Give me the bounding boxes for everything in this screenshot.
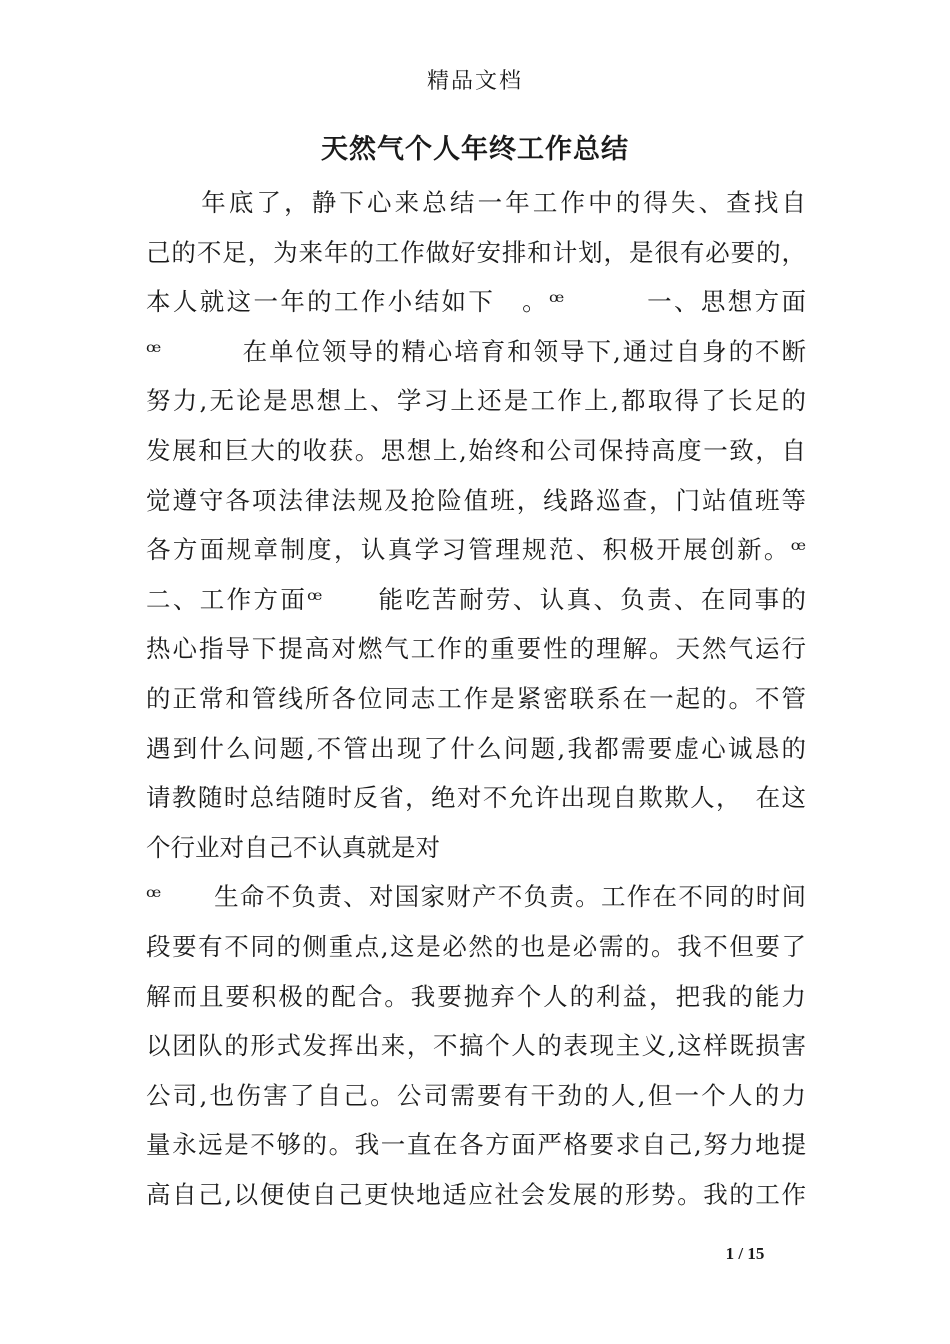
body-line: 本人就这一年的工作小结如下 。ꟹ 一、思想方面: [146, 287, 806, 317]
body-line: 高自己,以便使自己更快地适应社会发展的形势。我的工作: [146, 1179, 806, 1209]
body-line: 二、工作方面ꟹ 能吃苦耐劳、认真、负责、在同事的: [146, 584, 806, 614]
page-header: 精品文档: [426, 69, 523, 94]
body-line: 发展和巨大的收获。思想上,始终和公司保持高度一致，自: [146, 435, 806, 465]
document-title: 天然气个人年终工作总结: [321, 134, 629, 165]
body-line: 个行业对自己不认真就是对: [146, 832, 440, 862]
body-line: 量永远是不够的。我一直在各方面严格要求自己,努力地提: [146, 1130, 806, 1160]
body-line: 的正常和管线所各位同志工作是紧密联系在一起的。不管: [146, 683, 806, 713]
body-line: 热心指导下提高对燃气工作的重要性的理解。天然气运行: [146, 634, 806, 664]
body-line: 遇到什么问题,不管出现了什么问题,我都需要虚心诚恳的: [146, 733, 806, 763]
document-body: [146, 178, 806, 1219]
body-line: 各方面规章制度，认真学习管理规范、积极开展创新。ꟹ: [146, 535, 806, 565]
body-line: 己的不足，为来年的工作做好安排和计划，是很有必要的，: [146, 237, 806, 267]
body-line: 觉遵守各项法律法规及抢险值班，线路巡查，门站值班等: [146, 485, 806, 515]
body-line: 请教随时总结随时反省，绝对不允许出现自欺欺人， 在这: [146, 783, 806, 813]
body-line: 年底了，静下心来总结一年工作中的得失、查找自: [146, 188, 806, 217]
page-number: 1 / 15: [725, 1244, 765, 1263]
body-line: 解而且要积极的配合。我要抛弃个人的利益，把我的能力: [146, 981, 806, 1011]
body-line: ꟹ 生命不负责、对国家财产不负责。工作在不同的时间: [146, 882, 806, 912]
body-line: 以团队的形式发挥出来，不搞个人的表现主义,这样既损害: [146, 1031, 806, 1061]
body-line: 段要有不同的侧重点,这是必然的也是必需的。我不但要了: [146, 931, 806, 961]
body-line: 公司,也伤害了自己。公司需要有干劲的人,但一个人的力: [146, 1080, 806, 1110]
body-line: ꟹ 在单位领导的精心培育和领导下,通过自身的不断: [146, 336, 806, 366]
body-line: 努力,无论是思想上、学习上还是工作上,都取得了长足的: [146, 386, 806, 416]
